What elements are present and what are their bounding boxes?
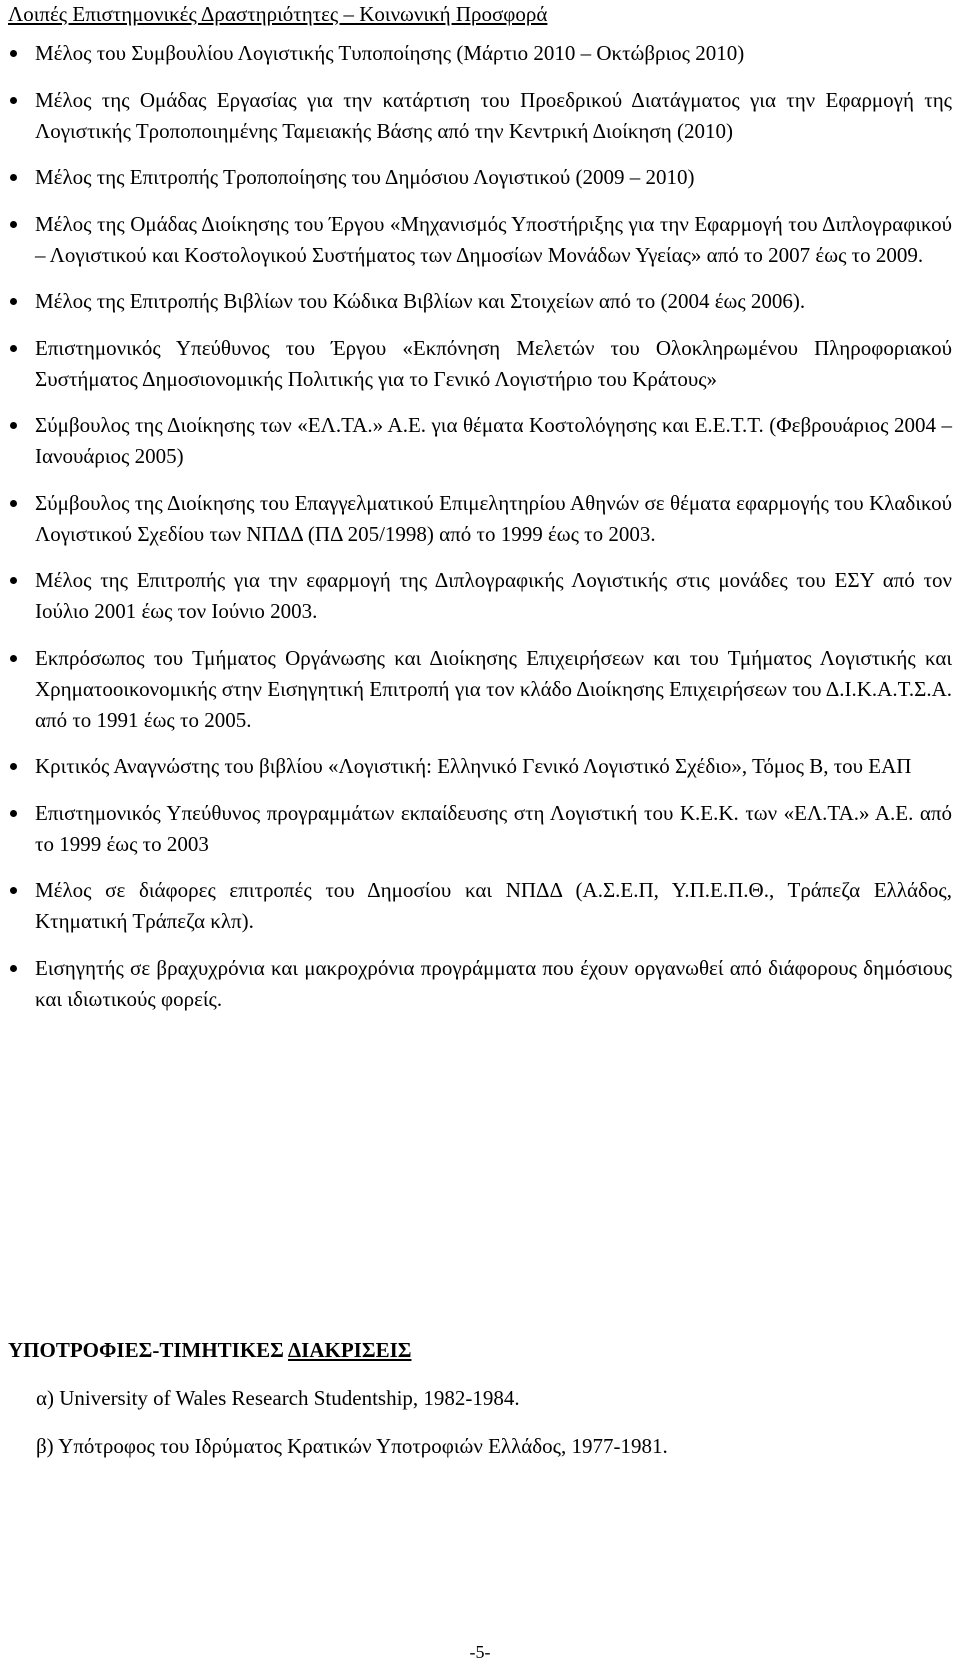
bullet-icon xyxy=(10,97,17,104)
list-item xyxy=(0,953,960,1015)
bullet-icon xyxy=(10,422,17,429)
awards-heading-underlined: ΔΙΑΚΡΙΣΕΙΣ xyxy=(288,1338,412,1362)
list-item-text: Μέλος του Συμβουλίου Λογιστικής Τυποποίησης (Μάρτιο 2010 – Οκτώβριος 2010) xyxy=(35,41,745,65)
bullet-icon xyxy=(10,298,17,305)
award-item: α) University of Wales Research Studentship, 1982-1984. xyxy=(36,1386,520,1410)
bullet-icon xyxy=(10,221,17,228)
awards-heading-prefix: ΥΠΟΤΡΟΦΙΕΣ-ΤΙΜΗΤΙΚΕΣ xyxy=(8,1338,288,1362)
list-item-text: Μέλος της Επιτροπής Τροποποίησης του Δημόσιου Λογιστικού (2009 – 2010) xyxy=(35,165,695,189)
awards-heading xyxy=(8,1336,411,1364)
award-item: β) Υπότροφος του Ιδρύματος Κρατικών Υποτροφιών Ελλάδος, 1977-1981. xyxy=(36,1434,668,1458)
bullet-icon xyxy=(10,577,17,584)
section-heading: Λοιπές Επιστημονικές Δραστηριότητες – Κοινωνική Προσφορά xyxy=(8,2,548,26)
page-number: -5- xyxy=(469,1642,491,1662)
list-item-text: Μέλος της Επιτροπής Βιβλίων του Κώδικα Βιβλίων και Στοιχείων από το (2004 έως 2006). xyxy=(35,289,806,313)
bullet-icon xyxy=(10,655,17,662)
list-item-text: Μέλος σε διάφορες επιτροπές του Δημοσίου και ΝΠΔΔ (Α.Σ.Ε.Π, Υ.Π.Ε.Π.Θ., Τράπεζα Ελλάδος, Κτηματική Τράπεζα κλπ). xyxy=(35,878,952,933)
list-item xyxy=(0,643,960,736)
list-item xyxy=(0,333,960,395)
activities-list xyxy=(0,38,960,1030)
list-item xyxy=(0,162,960,193)
list-item xyxy=(0,798,960,860)
list-item xyxy=(0,209,960,271)
list-item-text: Εκπρόσωπος του Τμήματος Οργάνωσης και Διοίκησης Επιχειρήσεων και του Τμήματος Λογιστικής και Χρηματοοικονομικής στην Εισηγητική Επιτροπή για τον κλάδο Διοίκησης Επιχειρήσεων του Δ.Ι.Κ.Α.Τ.Σ.Α. από το 1991 έως το 2005. xyxy=(35,645,952,732)
bullet-icon xyxy=(10,887,17,894)
list-item-text: Επιστημονικός Υπεύθυνος προγραμμάτων εκπαίδευσης στη Λογιστική του Κ.Ε.Κ. των «ΕΛ.ΤΑ.» Α.Ε. από το 1999 έως το 2003 xyxy=(35,800,952,856)
list-item xyxy=(0,286,960,317)
bullet-icon xyxy=(10,50,17,57)
list-item xyxy=(0,410,960,472)
bullet-icon xyxy=(10,965,17,972)
bullet-icon xyxy=(10,763,17,770)
bullet-icon xyxy=(10,345,17,352)
list-item-text: Κριτικός Αναγνώστης του βιβλίου «Λογιστική: Ελληνικό Γενικό Λογιστικό Σχέδιο», Τόμος Β, του ΕΑΠ xyxy=(35,754,912,778)
list-item-text: Εισηγητής σε βραχυχρόνια και μακροχρόνια προγράμματα που έχουν οργανωθεί από διάφορους δημόσιους και ιδιωτικούς φορείς. xyxy=(35,955,952,1011)
bullet-icon xyxy=(10,500,17,507)
list-item-text: Μέλος της Ομάδας Εργασίας για την κατάρτιση του Προεδρικού Διατάγματος για την Εφαρμογή της Λογιστικής Τροποποιημένης Ταμειακής Βάσης από την Κεντρική Διοίκηση (2010) xyxy=(35,87,952,143)
list-item xyxy=(0,488,960,550)
list-item-text: Σύμβουλος της Διοίκησης των «ΕΛ.ΤΑ.» Α.Ε. για θέματα Κοστολόγησης και Ε.Ε.Τ.Τ. (Φεβρουάριος 2004 – Ιανουάριος 2005) xyxy=(35,413,952,468)
list-item xyxy=(0,38,960,69)
list-item-text: Επιστημονικός Υπεύθυνος του Έργου «Εκπόνηση Μελετών του Ολοκληρωμένου Πληροφοριακού Συστήματος Δημοσιονομικής Πολιτικής για το Γενικό Λογιστήριο του Κράτους» xyxy=(35,335,952,391)
bullet-icon xyxy=(10,810,17,817)
list-item xyxy=(0,565,960,627)
list-item xyxy=(0,751,960,782)
list-item xyxy=(0,875,960,937)
list-item xyxy=(0,85,960,147)
list-item-text: Σύμβουλος της Διοίκησης του Επαγγελματικού Επιμελητηρίου Αθηνών σε θέματα εφαρμογής του Κλαδικού Λογιστικού Σχεδίου των ΝΠΔΔ (ΠΔ 205/1998) από το 1999 έως το 2003. xyxy=(35,490,952,546)
bullet-icon xyxy=(10,174,17,181)
list-item-text: Μέλος της Ομάδας Διοίκησης του Έργου «Μηχανισμός Υποστήριξης για την Εφαρμογή του Διπλογραφικού – Λογιστικού και Κοστολογικού Συστήματος των Δημοσίων Μονάδων Υγείας» από το 2007 έως το 2009. xyxy=(35,211,952,267)
list-item-text: Μέλος της Επιτροπής για την εφαρμογή της Διπλογραφικής Λογιστικής στις μονάδες του ΕΣΥ από τον Ιούλιο 2001 έως τον Ιούνιο 2003. xyxy=(35,568,952,623)
